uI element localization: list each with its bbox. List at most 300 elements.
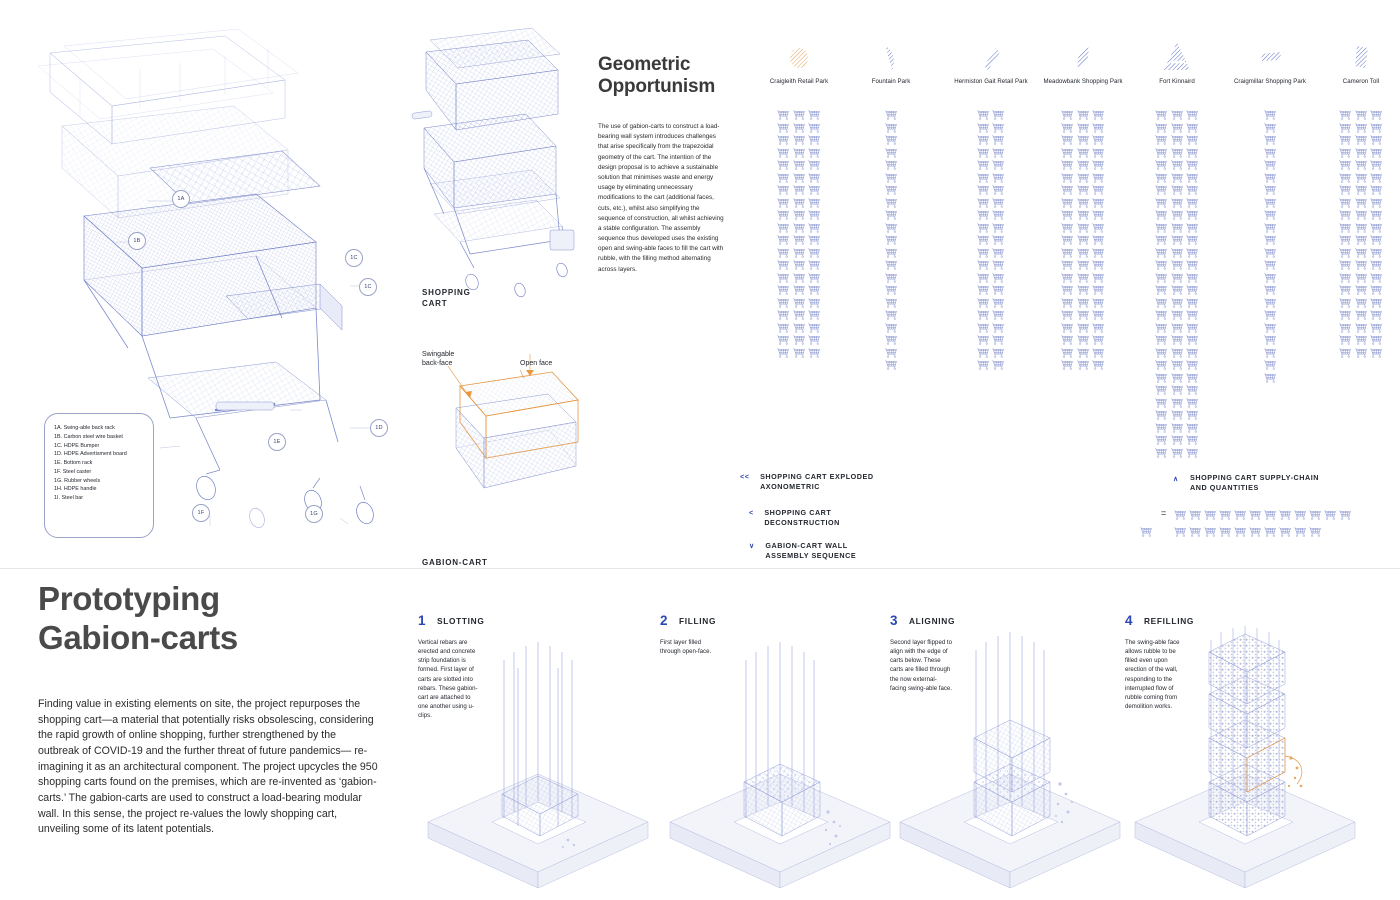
- shopping-cart-icon: [977, 360, 990, 370]
- shopping-cart-icon: [777, 298, 790, 308]
- shopping-cart-icon: [1155, 110, 1168, 120]
- shopping-cart-icon: [1077, 135, 1090, 145]
- shopping-cart-icon: [777, 110, 790, 120]
- shopping-cart-icon: [1171, 448, 1184, 458]
- shopping-cart-icon: [1339, 335, 1352, 345]
- shopping-cart-icon: [1370, 185, 1383, 195]
- shopping-cart-icon: [992, 148, 1005, 158]
- shopping-cart-icon: [1355, 223, 1368, 233]
- shopping-cart-icon: [885, 248, 898, 258]
- shopping-cart-icon: [1355, 210, 1368, 220]
- shopping-cart-icon: [1061, 210, 1074, 220]
- shopping-cart-icon: [793, 348, 806, 358]
- shopping-cart-icon: [1155, 435, 1168, 445]
- shopping-cart-icon: [1155, 310, 1168, 320]
- shopping-cart-icon: [1155, 348, 1168, 358]
- supply-column-cart-grid: [1262, 110, 1278, 383]
- shopping-cart-icon: [777, 260, 790, 270]
- shopping-cart-icon: [1189, 510, 1202, 520]
- shopping-cart-icon: [808, 110, 821, 120]
- shopping-cart-icon: [977, 223, 990, 233]
- shopping-cart-icon: [1077, 335, 1090, 345]
- step-name: ALIGNING: [908, 615, 956, 626]
- shopping-cart-icon: [793, 323, 806, 333]
- page-body-text: Finding value in existing elements on site, the project repurposes the shopping cart—a material that potentially risks obsolescing, considering the rapid growth of online shopping, further strengthened by the outbreak of COVID-19 and the further threat of future pandemics— re-imagining it as an architectural component. The project upcycles the 950 shopping carts found on the premises, which are re-invented as ‘gabion-carts.’ The gabion-carts are used to construct a load-bearing modular wall. In this sense, the project re-values the lowly shopping cart, unveiling some of its latent potentials.: [38, 698, 378, 836]
- shopping-cart-icon: [1339, 135, 1352, 145]
- shopping-cart-icon: [1171, 335, 1184, 345]
- shopping-cart-icon: [1234, 527, 1247, 537]
- shopping-cart-icon: [1355, 260, 1368, 270]
- geo-title-line2: Opportunism: [598, 76, 716, 98]
- step-body: The swing-able face allows rubble to be filled even upon erection of the wall, responding to the interrupted flow of rubble coming from demolition works.: [1125, 639, 1180, 710]
- shopping-cart-icon: [1061, 285, 1074, 295]
- shopping-cart-icon: [992, 310, 1005, 320]
- shopping-cart-icon: [1264, 235, 1277, 245]
- callout-1a: 1A: [172, 190, 190, 208]
- shopping-cart-icon: [793, 235, 806, 245]
- shopping-cart-icon: [808, 210, 821, 220]
- shopping-cart-icon: [1186, 323, 1199, 333]
- shopping-cart-icon: [1171, 323, 1184, 333]
- shopping-cart-icon: [793, 160, 806, 170]
- hatched-circle-icon: [782, 40, 816, 74]
- step-filling: [660, 612, 905, 892]
- hatched-leaf-icon: [1066, 40, 1100, 74]
- shopping-cart-icon: [808, 173, 821, 183]
- shopping-cart-icon: [885, 123, 898, 133]
- supply-column: [756, 38, 842, 86]
- shopping-cart-icon: [885, 148, 898, 158]
- shopping-cart-icon: [808, 310, 821, 320]
- shopping-cart-icon: [1155, 298, 1168, 308]
- shopping-cart-icon: [1186, 248, 1199, 258]
- shopping-cart-icon: [1171, 148, 1184, 158]
- shopping-cart-icon: [1249, 527, 1262, 537]
- shopping-cart-icon: [777, 348, 790, 358]
- shopping-cart-icon: [793, 298, 806, 308]
- shopping-cart-icon: [1370, 285, 1383, 295]
- shopping-cart-icon: [1355, 248, 1368, 258]
- supply-column-cart-grid: [773, 110, 825, 358]
- shopping-cart-icon: [992, 210, 1005, 220]
- shopping-cart-icon: [1155, 135, 1168, 145]
- shopping-cart-icon: [777, 185, 790, 195]
- shopping-cart-icon: [1061, 348, 1074, 358]
- shopping-cart-icon: [808, 185, 821, 195]
- callout-1b: 1B: [128, 232, 146, 250]
- shopping-cart-icon: [977, 260, 990, 270]
- step-number: 1: [418, 613, 426, 629]
- shopping-cart-icon: [1324, 510, 1337, 520]
- shopping-cart-icon: [1077, 323, 1090, 333]
- shopping-cart-icon: [1186, 310, 1199, 320]
- shopping-cart-icon: [777, 285, 790, 295]
- shopping-cart-icon: [992, 223, 1005, 233]
- legend-item: 1E. Bottom rack: [54, 460, 93, 466]
- shopping-cart-icon: [1186, 223, 1199, 233]
- shopping-cart-icon: [1370, 110, 1383, 120]
- shopping-cart-icon: [793, 110, 806, 120]
- shopping-cart-icon: [1077, 285, 1090, 295]
- gabion-cart-label: GABION-CART: [422, 558, 488, 567]
- step-slotting: [418, 612, 663, 892]
- page-title-line1: Prototyping: [38, 580, 220, 617]
- shopping-cart-icon: [1339, 323, 1352, 333]
- supply-chain-chart: [756, 38, 1382, 468]
- shopping-cart-icon: [977, 235, 990, 245]
- shopping-cart-icon: [1339, 510, 1352, 520]
- shopping-cart-icon: [1204, 510, 1217, 520]
- shopping-cart-icon: [1092, 235, 1105, 245]
- shopping-cart-icon: [992, 298, 1005, 308]
- shopping-cart-icon: [1155, 398, 1168, 408]
- shopping-cart-icon: [977, 173, 990, 183]
- shopping-cart-icon: [1155, 198, 1168, 208]
- step-refilling: [1125, 612, 1370, 892]
- shopping-cart-icon: [977, 110, 990, 120]
- shopping-cart-icon: [885, 335, 898, 345]
- shopping-cart-icon: [1092, 160, 1105, 170]
- shopping-cart-icon: [1092, 123, 1105, 133]
- shopping-cart-icon: [1264, 260, 1277, 270]
- shopping-cart-icon: [793, 173, 806, 183]
- shopping-cart-icon: [1061, 198, 1074, 208]
- shopping-cart-icon: [1186, 435, 1199, 445]
- shopping-cart-icon: [1092, 285, 1105, 295]
- shopping-cart-icon: [885, 198, 898, 208]
- shopping-cart-icon: [1309, 527, 1322, 537]
- supply-column-cart-grid: [1057, 110, 1109, 370]
- shopping-cart-icon: [1061, 223, 1074, 233]
- shopping-cart-icon: [977, 148, 990, 158]
- shopping-cart-icon: [1186, 360, 1199, 370]
- shopping-cart-icon: [1077, 260, 1090, 270]
- shopping-cart-icon: [1355, 298, 1368, 308]
- step-number: 2: [660, 613, 668, 629]
- shopping-cart-icon: [793, 123, 806, 133]
- chevron-up-icon: ∧: [1173, 474, 1179, 483]
- hatched-slab-icon: [1344, 40, 1378, 74]
- shopping-cart-icon: [885, 348, 898, 358]
- shopping-cart-icon: [1186, 185, 1199, 195]
- shopping-cart-icon: [885, 173, 898, 183]
- shopping-cart-icon: [1155, 410, 1168, 420]
- shopping-cart-icon: [1077, 160, 1090, 170]
- shopping-cart-icon: [1339, 273, 1352, 283]
- shopping-cart-icon: [1155, 223, 1168, 233]
- shopping-cart-icon: [1186, 260, 1199, 270]
- shopping-cart-icon: [1155, 173, 1168, 183]
- chevron-down-icon: ∨: [749, 541, 755, 550]
- shopping-cart-icon: [992, 160, 1005, 170]
- section-divider: [0, 568, 1400, 569]
- shopping-cart-icon: [1155, 385, 1168, 395]
- shopping-cart-icon: [1355, 323, 1368, 333]
- legend-item: 1I. Steel bar: [54, 495, 84, 501]
- shopping-cart-icon: [885, 210, 898, 220]
- shopping-cart-icon: [1264, 223, 1277, 233]
- shopping-cart-icon: [1264, 160, 1277, 170]
- shopping-cart-icon: [1186, 148, 1199, 158]
- shopping-cart-icon: [1264, 335, 1277, 345]
- shopping-cart-icon: [1370, 260, 1383, 270]
- step-name: REFILLING: [1143, 615, 1195, 626]
- shopping-cart-icon: [1339, 298, 1352, 308]
- supply-column: [852, 38, 930, 86]
- shopping-cart-icon: [1171, 360, 1184, 370]
- shopping-cart-icon: [808, 335, 821, 345]
- shopping-cart-icon: [977, 335, 990, 345]
- shopping-cart-icon: [793, 223, 806, 233]
- exploded-axonometric-drawing: [20, 18, 390, 548]
- shopping-cart-icon: [1186, 210, 1199, 220]
- hatched-bar-icon: [1253, 40, 1287, 74]
- shopping-cart-icon: [1155, 273, 1168, 283]
- shopping-cart-icon: [1264, 348, 1277, 358]
- swingable-back-face-annotation: Swingable back-face: [422, 351, 455, 368]
- shopping-cart-icon: [1204, 527, 1217, 537]
- shopping-cart-icon: [1061, 310, 1074, 320]
- shopping-cart-icon: [777, 173, 790, 183]
- legend-item: 1D. HDPE Advertisment board: [54, 451, 127, 458]
- shopping-cart-icon: [1339, 173, 1352, 183]
- step-1-diagram: [418, 626, 663, 891]
- shopping-cart-icon: [808, 223, 821, 233]
- shopping-cart-icon: [1264, 148, 1277, 158]
- shopping-cart-icon: [1186, 273, 1199, 283]
- page-title: [38, 580, 368, 657]
- shopping-cart-icon: [1171, 160, 1184, 170]
- shopping-cart-icon: [808, 235, 821, 245]
- shopping-cart-icon: [1171, 435, 1184, 445]
- shopping-cart-icon: [1140, 527, 1153, 537]
- hatched-blade-icon: [974, 40, 1008, 74]
- callout-1c2: 1C: [359, 278, 377, 296]
- shopping-cart-icon: [1186, 410, 1199, 420]
- shopping-cart-icon: [992, 360, 1005, 370]
- shopping-cart-icon: [1171, 223, 1184, 233]
- shopping-cart-icon: [793, 135, 806, 145]
- shopping-cart-icon: [1171, 385, 1184, 395]
- shopping-cart-icon: [777, 198, 790, 208]
- shopping-cart-icon: [992, 110, 1005, 120]
- shopping-cart-icon: [1171, 285, 1184, 295]
- shopping-cart-icon: [1077, 173, 1090, 183]
- shopping-cart-icon: [793, 285, 806, 295]
- shopping-cart-icon: [1061, 110, 1074, 120]
- shopping-cart-icon: [1186, 373, 1199, 383]
- shopping-cart-icon: [1171, 298, 1184, 308]
- shopping-cart-icon: [977, 298, 990, 308]
- shopping-cart-icon: [1061, 123, 1074, 133]
- shopping-cart-icon: [1264, 173, 1277, 183]
- shopping-cart-icon: [1355, 110, 1368, 120]
- shopping-cart-icon: [1264, 298, 1277, 308]
- shopping-cart-icon: [1339, 285, 1352, 295]
- shopping-cart-icon: [808, 285, 821, 295]
- shopping-cart-icon: [1264, 185, 1277, 195]
- shopping-cart-icon: [1171, 348, 1184, 358]
- shopping-cart-icon: [1370, 223, 1383, 233]
- shopping-cart-icon: [777, 248, 790, 258]
- step-3-diagram: [890, 626, 1135, 891]
- shopping-cart-icon: [1092, 110, 1105, 120]
- shopping-cart-icon: [992, 285, 1005, 295]
- shopping-cart-icon: [885, 135, 898, 145]
- shopping-cart-icon: [885, 223, 898, 233]
- shopping-cart-icon: [1339, 348, 1352, 358]
- shopping-cart-icon: [885, 298, 898, 308]
- shopping-cart-icon: [885, 323, 898, 333]
- shopping-cart-icon: [1186, 135, 1199, 145]
- shopping-cart-icon: [1155, 448, 1168, 458]
- callout-1f: 1F: [192, 504, 210, 522]
- page-title-line2: Gabion-carts: [38, 618, 238, 656]
- open-face-annotation: Open face: [520, 360, 553, 367]
- shopping-cart-icon: [1339, 160, 1352, 170]
- shopping-cart-icon: [1061, 335, 1074, 345]
- shopping-cart-icon: [1171, 410, 1184, 420]
- step-4-diagram: [1125, 626, 1370, 891]
- shopping-cart-icon: [1061, 185, 1074, 195]
- shopping-cart-icon: [777, 223, 790, 233]
- key-wall-assembly-sequence: ∨ GABION-CART WALL ASSEMBLY SEQUENCE: [749, 541, 857, 560]
- shopping-cart-icon: [1186, 298, 1199, 308]
- supply-column-cart-grid: [1151, 110, 1203, 458]
- shopping-cart-icon: [1339, 310, 1352, 320]
- shopping-cart-icon: [1186, 123, 1199, 133]
- shopping-cart-icon: [1186, 285, 1199, 295]
- shopping-cart-icon: [1355, 173, 1368, 183]
- shopping-cart-icon: [977, 285, 990, 295]
- chevron-left-icon: <: [749, 508, 754, 517]
- step-body: Vertical rebars are erected and concrete strip foundation is formed. First layer of carts are slotted into rebars. These gabion-cart are attached to one another using u-clips.: [418, 639, 478, 720]
- geometric-opportunism-title: [598, 54, 748, 99]
- shopping-cart-icon: [1171, 173, 1184, 183]
- shopping-cart-icon: [1186, 160, 1199, 170]
- shopping-cart-icon: [1355, 273, 1368, 283]
- shopping-cart-icon: [1061, 135, 1074, 145]
- shopping-cart-icon: [1219, 527, 1232, 537]
- shopping-cart-icon: [1370, 160, 1383, 170]
- supply-column-site-name: Craigmillar Shopping Park: [1233, 78, 1307, 85]
- shopping-cart-icon: [977, 273, 990, 283]
- shopping-cart-icon: [793, 210, 806, 220]
- shopping-cart-icon: [1061, 148, 1074, 158]
- shopping-cart-icon: [808, 323, 821, 333]
- shopping-cart-icon: [1155, 373, 1168, 383]
- shopping-cart-icon: [1219, 510, 1232, 520]
- shopping-cart-icon: [1339, 248, 1352, 258]
- shopping-cart-icon: [885, 285, 898, 295]
- shopping-cart-icon: [1077, 273, 1090, 283]
- shopping-cart-icon: [1171, 373, 1184, 383]
- shopping-cart-icon: [793, 248, 806, 258]
- shopping-cart-icon: [1171, 248, 1184, 258]
- callout-1e: 1E: [268, 433, 286, 451]
- shopping-cart-icon: [1264, 110, 1277, 120]
- shopping-cart-icon: [1279, 510, 1292, 520]
- shopping-cart-icon: [1092, 198, 1105, 208]
- shopping-cart-icon: [1092, 323, 1105, 333]
- shopping-cart-icon: [1155, 423, 1168, 433]
- shopping-cart-icon: [1355, 348, 1368, 358]
- shopping-cart-icon: [1061, 360, 1074, 370]
- supply-column: [1134, 38, 1220, 86]
- shopping-cart-icon: [1339, 110, 1352, 120]
- step-aligning: [890, 612, 1135, 892]
- shopping-cart-icon: [1370, 135, 1383, 145]
- shopping-cart-icon: [777, 135, 790, 145]
- shopping-cart-icon: [777, 335, 790, 345]
- shopping-cart-icon: [793, 273, 806, 283]
- shopping-cart-icon: [1061, 260, 1074, 270]
- shopping-cart-icon: [1186, 398, 1199, 408]
- shopping-cart-icon: [1171, 273, 1184, 283]
- shopping-cart-icon: [1077, 248, 1090, 258]
- shopping-cart-icon: [1092, 173, 1105, 183]
- callout-1c: 1C: [345, 249, 363, 267]
- shopping-cart-icon: [1186, 385, 1199, 395]
- shopping-cart-icon: [1092, 148, 1105, 158]
- shopping-cart-icon: [1077, 348, 1090, 358]
- curved-sliver-icon: [874, 40, 908, 74]
- shopping-cart-icon: [1092, 185, 1105, 195]
- shopping-cart-icon: [1264, 323, 1277, 333]
- shopping-cart-icon: [1186, 348, 1199, 358]
- shopping-cart-icon: [793, 310, 806, 320]
- shopping-cart-icon: [1370, 198, 1383, 208]
- step-body: Second layer flipped to align with the edge of carts below. These carts are filled through the now external-facing swing-able face.: [890, 639, 952, 692]
- shopping-cart-icon: [1061, 323, 1074, 333]
- supply-column: [1318, 38, 1400, 86]
- legend-item: 1H. HDPE handle: [54, 486, 97, 493]
- shopping-cart-icon: [1309, 510, 1322, 520]
- shopping-cart-icon: [793, 198, 806, 208]
- step-name: SLOTTING: [436, 615, 485, 626]
- shopping-cart-icon: [1171, 398, 1184, 408]
- shopping-cart-icon: [1355, 198, 1368, 208]
- shopping-cart-icon: [992, 198, 1005, 208]
- shopping-cart-icon: [1264, 198, 1277, 208]
- hatched-triangle-icon: [1160, 40, 1194, 74]
- shopping-cart-icon: [793, 260, 806, 270]
- shopping-cart-icon: [992, 335, 1005, 345]
- shopping-cart-icon: [1186, 110, 1199, 120]
- shopping-cart-icon: [1339, 185, 1352, 195]
- shopping-cart-icon: [1264, 285, 1277, 295]
- shopping-cart-icon: [808, 198, 821, 208]
- shopping-cart-icon: [777, 235, 790, 245]
- shopping-cart-icon: [1061, 298, 1074, 308]
- key-exploded-axonometric: << SHOPPING CART EXPLODED AXONOMETRIC: [740, 472, 874, 491]
- shopping-cart-icon: [1171, 123, 1184, 133]
- supply-column-cart-grid: [974, 110, 1008, 370]
- shopping-cart-icon: [793, 148, 806, 158]
- shopping-cart-icon: [977, 123, 990, 133]
- shopping-cart-icon: [1171, 423, 1184, 433]
- shopping-cart-icon: [1171, 235, 1184, 245]
- shopping-cart-icon: [992, 248, 1005, 258]
- shopping-cart-icon: [1355, 335, 1368, 345]
- supply-column-site-name: Cameron Toll: [1342, 78, 1380, 85]
- shopping-cart-icon: [1234, 510, 1247, 520]
- shopping-cart-icon: [1339, 123, 1352, 133]
- shopping-cart-icon: [1061, 248, 1074, 258]
- shopping-cart-icon: [977, 210, 990, 220]
- supply-column: [1039, 38, 1127, 86]
- shopping-cart-icon: [1092, 210, 1105, 220]
